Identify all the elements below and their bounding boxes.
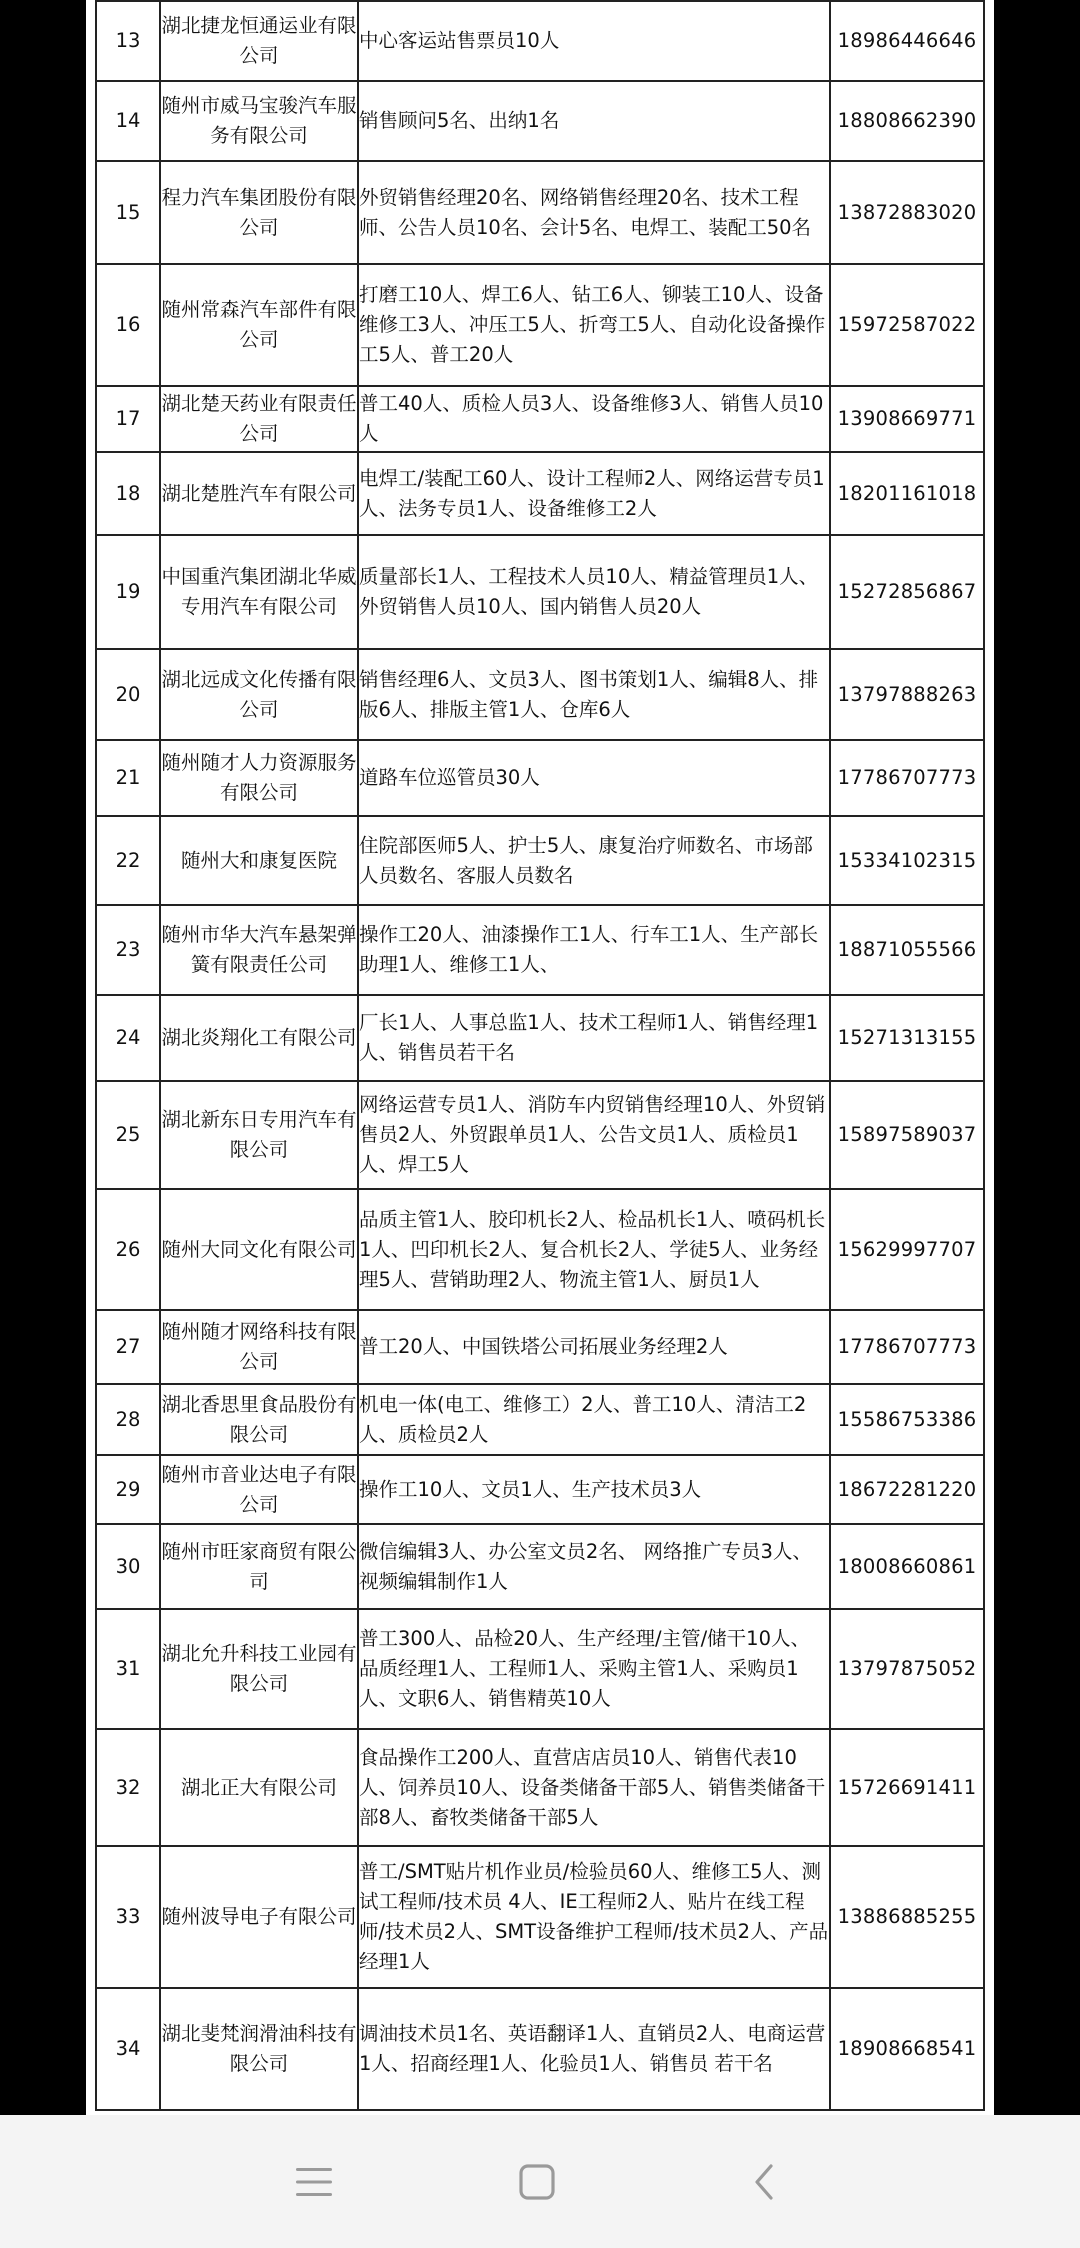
company-name: 湖北正大有限公司 [160,1729,358,1846]
contact-phone: 18986446646 [830,1,984,81]
contact-phone: 18908668541 [830,1988,984,2110]
row-number: 13 [96,1,160,81]
row-number: 15 [96,161,160,264]
row-number: 26 [96,1189,160,1310]
row-number: 30 [96,1524,160,1609]
row-number: 18 [96,452,160,535]
company-name: 随州市华大汽车悬架弹簧有限责任公司 [160,905,358,995]
company-name: 中国重汽集团湖北华威专用汽车有限公司 [160,535,358,649]
table-row [96,1609,984,1729]
table-row [96,995,984,1081]
company-name: 随州常森汽车部件有限公司 [160,264,358,386]
positions-list: 外贸销售经理20名、网络销售经理20名、技术工程师、公告人员10名、会计5名、电焊工、装配工50名 [358,161,830,264]
row-number: 25 [96,1081,160,1189]
positions-list: 销售经理6人、文员3人、图书策划1人、编辑8人、排版6人、排版主管1人、仓库6人 [358,649,830,740]
contact-phone: 18672281220 [830,1455,984,1524]
company-name: 湖北新东日专用汽车有限公司 [160,1081,358,1189]
contact-phone: 15897589037 [830,1081,984,1189]
row-number: 29 [96,1455,160,1524]
company-name: 随州大和康复医院 [160,816,358,905]
contact-phone: 17786707773 [830,740,984,816]
table-row [96,81,984,161]
company-name: 程力汽车集团股份有限公司 [160,161,358,264]
row-number: 24 [96,995,160,1081]
row-number: 20 [96,649,160,740]
positions-list: 质量部长1人、工程技术人员10人、精益管理员1人、外贸销售人员10人、国内销售人员20人 [358,535,830,649]
contact-phone: 13908669771 [830,386,984,452]
contact-phone: 18871055566 [830,905,984,995]
table-row [96,1455,984,1524]
table-row [96,816,984,905]
table-row [96,1,984,81]
positions-list: 食品操作工200人、直营店店员10人、销售代表10人、饲养员10人、设备类储备干部5人、销售类储备干部8人、畜牧类储备干部5人 [358,1729,830,1846]
company-name: 随州市旺家商贸有限公司 [160,1524,358,1609]
positions-list: 机电一体(电工、维修工）2人、普工10人、清洁工2人、质检员2人 [358,1384,830,1455]
table-row [96,649,984,740]
company-name: 湖北远成文化传播有限公司 [160,649,358,740]
positions-list: 操作工10人、文员1人、生产技术员3人 [358,1455,830,1524]
contact-phone: 13797875052 [830,1609,984,1729]
table-row [96,1729,984,1846]
company-name: 湖北炎翔化工有限公司 [160,995,358,1081]
row-number: 21 [96,740,160,816]
row-number: 23 [96,905,160,995]
table-row [96,1846,984,1988]
positions-list: 住院部医师5人、护士5人、康复治疗师数名、市场部人员数名、客服人员数名 [358,816,830,905]
row-number: 14 [96,81,160,161]
menu-icon [292,2162,336,2202]
positions-list: 微信编辑3人、办公室文员2名、 网络推广专员3人、视频编辑制作1人 [358,1524,830,1609]
table-row [96,1988,984,2110]
company-name: 湖北香思里食品股份有限公司 [160,1384,358,1455]
square-home-icon [515,2160,559,2204]
table-row [96,1524,984,1609]
row-number: 27 [96,1310,160,1384]
positions-list: 电焊工/装配工60人、设计工程师2人、网络运营专员1人、法务专员1人、设备维修工2人 [358,452,830,535]
positions-list: 品质主管1人、胶印机长2人、检品机长1人、喷码机长1人、凹印机长2人、复合机长2人、学徒5人、业务经理5人、营销助理2人、物流主管1人、厨员1人 [358,1189,830,1310]
contact-phone: 18808662390 [830,81,984,161]
job-listing-rows [96,1,984,2110]
company-name: 湖北楚胜汽车有限公司 [160,452,358,535]
table-row [96,1081,984,1189]
contact-phone: 15972587022 [830,264,984,386]
table-row [96,535,984,649]
contact-phone: 13797888263 [830,649,984,740]
row-number: 17 [96,386,160,452]
company-name: 随州波导电子有限公司 [160,1846,358,1988]
contact-phone: 15272856867 [830,535,984,649]
contact-phone: 15726691411 [830,1729,984,1846]
system-navigation-bar [0,2115,1080,2248]
back-chevron-icon [744,2160,784,2204]
company-name: 湖北允升科技工业园有限公司 [160,1609,358,1729]
row-number: 28 [96,1384,160,1455]
positions-list: 普工20人、中国铁塔公司拓展业务经理2人 [358,1310,830,1384]
table-row [96,905,984,995]
company-name: 湖北楚天药业有限责任公司 [160,386,358,452]
home-button[interactable] [477,2115,597,2248]
contact-phone: 15271313155 [830,995,984,1081]
contact-phone: 15629997707 [830,1189,984,1310]
company-name: 随州大同文化有限公司 [160,1189,358,1310]
row-number: 34 [96,1988,160,2110]
positions-list: 普工40人、质检人员3人、设备维修3人、销售人员10人 [358,386,830,452]
table-row [96,386,984,452]
contact-phone: 17786707773 [830,1310,984,1384]
company-name: 湖北斐梵润滑油科技有限公司 [160,1988,358,2110]
row-number: 16 [96,264,160,386]
company-name: 随州市音业达电子有限公司 [160,1455,358,1524]
table-row [96,1384,984,1455]
positions-list: 调油技术员1名、英语翻译1人、直销员2人、电商运营1人、招商经理1人、化验员1人、销售员 若干名 [358,1988,830,2110]
contact-phone: 18201161018 [830,452,984,535]
positions-list: 厂长1人、人事总监1人、技术工程师1人、销售经理1人、销售员若干名 [358,995,830,1081]
positions-list: 道路车位巡管员30人 [358,740,830,816]
contact-phone: 18008660861 [830,1524,984,1609]
contact-phone: 13886885255 [830,1846,984,1988]
positions-list: 操作工20人、油漆操作工1人、行车工1人、生产部长助理1人、维修工1人、 [358,905,830,995]
back-button[interactable] [704,2115,824,2248]
contact-phone: 15334102315 [830,816,984,905]
job-listing-table [95,0,985,2111]
table-row [96,1189,984,1310]
company-name: 随州随才人力资源服务有限公司 [160,740,358,816]
row-number: 19 [96,535,160,649]
table-row [96,264,984,386]
company-name: 随州随才网络科技有限公司 [160,1310,358,1384]
row-number: 31 [96,1609,160,1729]
row-number: 33 [96,1846,160,1988]
positions-list: 网络运营专员1人、消防车内贸销售经理10人、外贸销售员2人、外贸跟单员1人、公告文员1人、质检员1人、焊工5人 [358,1081,830,1189]
company-name: 湖北捷龙恒通运业有限公司 [160,1,358,81]
positions-list: 普工/SMT贴片机作业员/检验员60人、维修工5人、测试工程师/技术员 4人、IE工程师2人、贴片在线工程师/技术员2人、SMT设备维护工程师/技术员2人、产品经理1人 [358,1846,830,1988]
table-row [96,740,984,816]
row-number: 22 [96,816,160,905]
contact-phone: 13872883020 [830,161,984,264]
table-row [96,452,984,535]
contact-phone: 15586753386 [830,1384,984,1455]
positions-list: 销售顾问5名、出纳1名 [358,81,830,161]
company-name: 随州市威马宝骏汽车服务有限公司 [160,81,358,161]
positions-list: 中心客运站售票员10人 [358,1,830,81]
row-number: 32 [96,1729,160,1846]
positions-list: 普工300人、品检20人、生产经理/主管/储干10人、品质经理1人、工程师1人、采购主管1人、采购员1人、文职6人、销售精英10人 [358,1609,830,1729]
table-row [96,1310,984,1384]
table-row [96,161,984,264]
menu-button[interactable] [254,2115,374,2248]
positions-list: 打磨工10人、焊工6人、钻工6人、铆装工10人、设备维修工3人、冲压工5人、折弯工5人、自动化设备操作工5人、普工20人 [358,264,830,386]
